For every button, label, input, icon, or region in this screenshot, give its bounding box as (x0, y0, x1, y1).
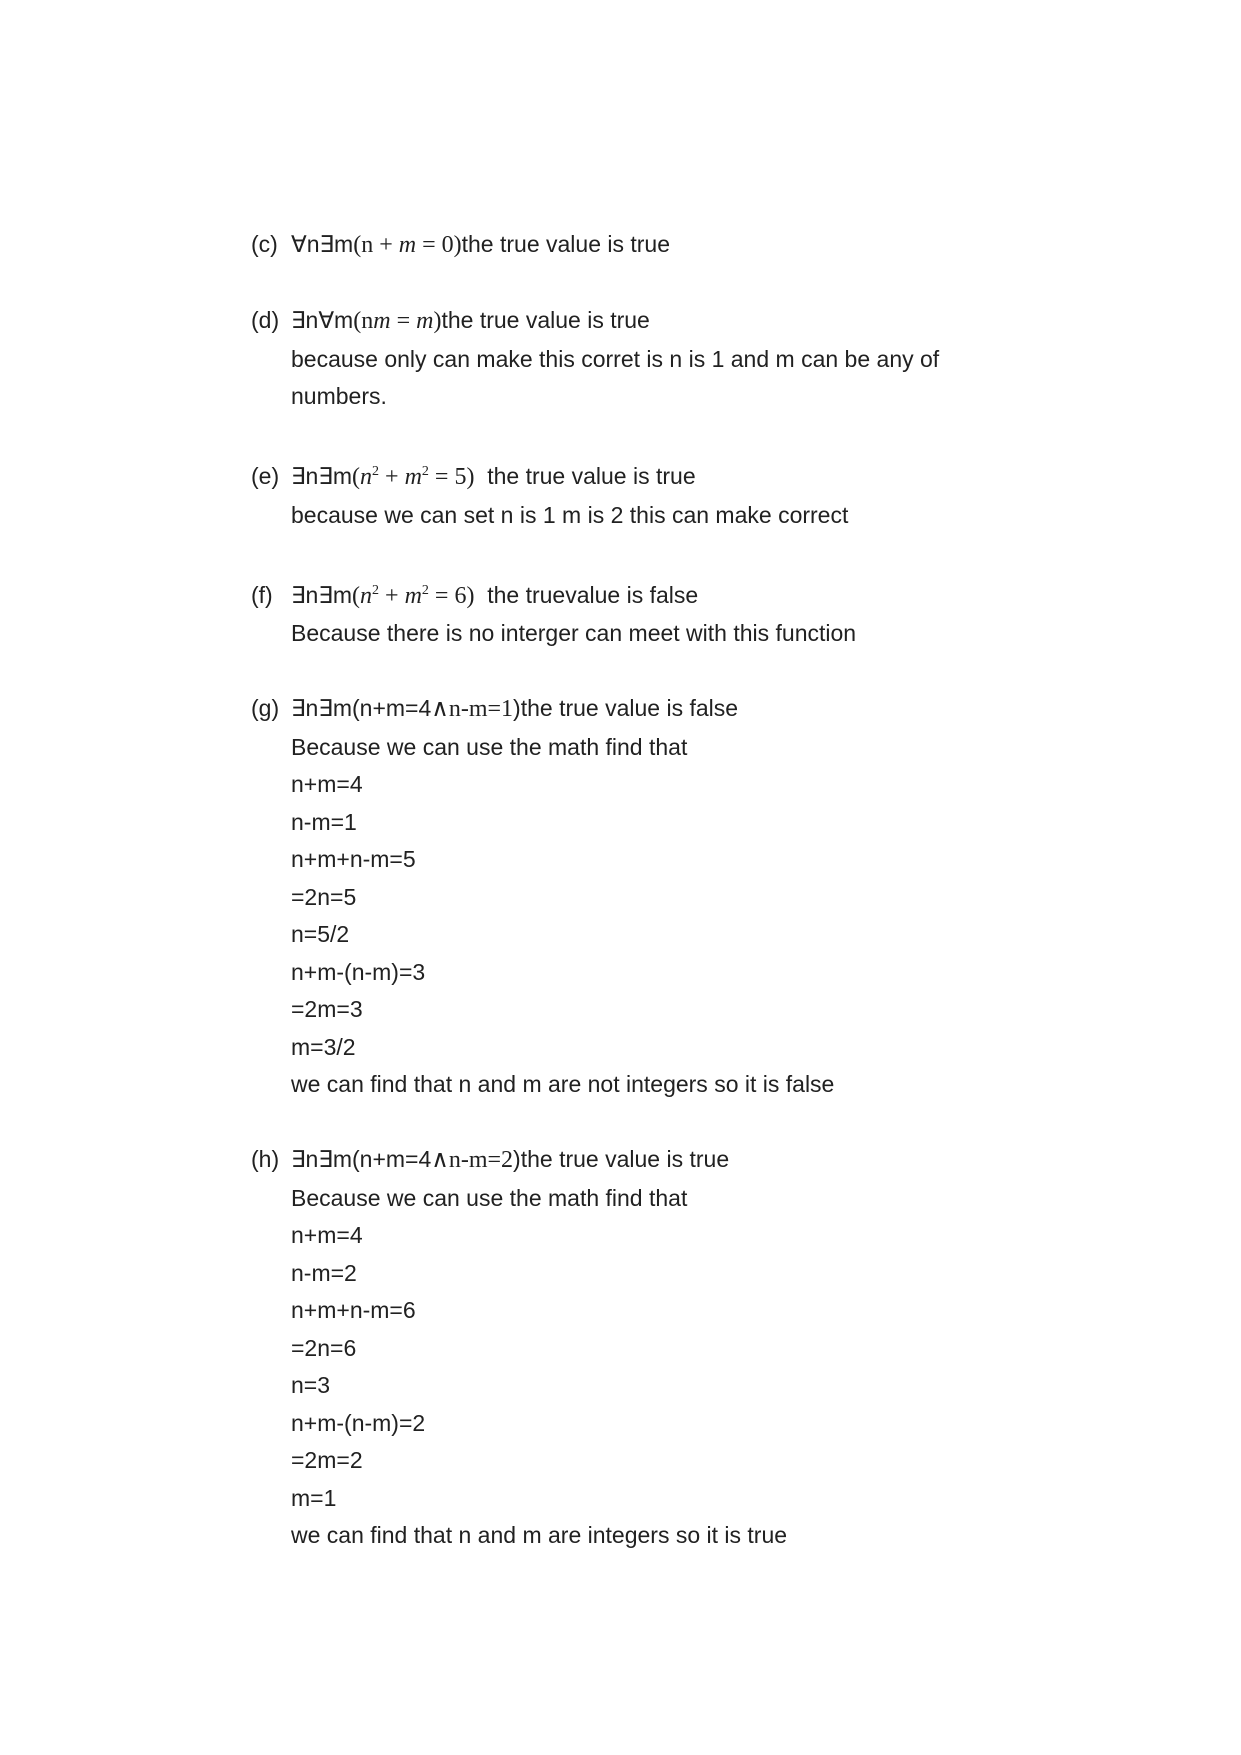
explanation-line: we can find that n and m are integers so it is true (291, 1522, 788, 1548)
truth-value-text: the true value is true (441, 307, 650, 333)
item-label: (g) (251, 695, 280, 721)
explanation (291, 729, 1201, 1104)
answer-item (251, 690, 1201, 1104)
formula-segment: ) (433, 308, 442, 334)
formula-segment: ) (513, 1146, 521, 1172)
item-label: (d) (251, 307, 280, 333)
answer-statement-row (251, 572, 1201, 616)
truth-value-text: the true value is true (474, 463, 696, 489)
formula-segment: = 0) (416, 232, 462, 258)
item-statement (291, 572, 698, 616)
explanation-line: n+m-(n-m)=3 (291, 958, 426, 985)
answer-item (251, 1141, 1201, 1555)
explanation-line: n=5/2 (291, 921, 350, 947)
formula-segment: m (404, 464, 422, 490)
formula (291, 1146, 521, 1172)
formula (291, 582, 474, 608)
explanation-line: m=1 (291, 1484, 337, 1511)
explanation-line: n+m+n-m=6 (291, 1297, 416, 1323)
answer-item (251, 572, 1201, 653)
formula-segment: ) (513, 695, 521, 721)
truth-value-text: the true value is true (520, 1146, 730, 1172)
formula (291, 307, 441, 333)
answer-statement-row (251, 690, 1201, 729)
formula-segment: 2 (372, 582, 380, 598)
answer-item (251, 453, 1201, 534)
formula-segment: ∃n∃m(n+m=4 (291, 1146, 432, 1172)
explanation-line: n=3 (291, 1372, 331, 1398)
explanation-line: n+m=4 (291, 1222, 363, 1248)
formula-segment: ∀n∃m (291, 231, 354, 257)
formula-segment: + (379, 464, 405, 490)
formula-segment: n (360, 464, 373, 490)
formula-segment: m (404, 582, 422, 609)
item-statement (291, 1141, 729, 1180)
explanation-line: =2n=6 (291, 1334, 357, 1361)
item-label: (f) (251, 581, 273, 608)
answer-statement-row (251, 1141, 1201, 1180)
answer-statement-row (251, 302, 1201, 341)
formula-segment: ( (352, 582, 361, 609)
explanation-line: numbers. (291, 383, 387, 409)
explanation (291, 497, 1201, 535)
formula-segment: m (373, 308, 391, 334)
answer-item (251, 302, 1201, 416)
formula-segment: 2 (372, 464, 380, 479)
answer-statement-row (251, 453, 1201, 497)
formula-segment: ∧n-m=2 (431, 1147, 514, 1173)
explanation-line: Because we can use the math find that (291, 1184, 688, 1211)
answer-item (251, 226, 1201, 265)
explanation-line: because we can set n is 1 m is 2 this can make correct (291, 501, 849, 528)
item-statement (291, 226, 670, 265)
item-label: (c) (251, 231, 278, 257)
explanation-line: =2n=5 (291, 883, 357, 910)
explanation (291, 341, 1201, 416)
formula-segment: m (398, 232, 417, 258)
explanation-line: Because we can use the math find that (291, 733, 688, 760)
formula-segment: = (390, 308, 417, 334)
explanation-line: =2m=3 (291, 996, 363, 1022)
formula-segment: ∧n-m=1 (431, 696, 514, 722)
answers-list (251, 226, 1201, 1555)
explanation-line: m=3/2 (291, 1033, 356, 1060)
explanation-line: because only can make this corret is n is 1 and m can be any of (291, 345, 940, 372)
explanation-line: n+m=4 (291, 771, 363, 797)
formula-segment: ( (352, 464, 361, 490)
explanation-line: n+m-(n-m)=2 (291, 1409, 426, 1436)
truth-value-text: the truevalue is false (474, 581, 699, 608)
formula (291, 231, 462, 257)
formula-segment: = 5) (428, 464, 475, 490)
formula-segment: (n (353, 308, 374, 334)
explanation-line: n+m+n-m=5 (291, 846, 416, 872)
explanation-line: we can find that n and m are not integers so it is false (291, 1071, 835, 1097)
item-label: (h) (251, 1146, 280, 1172)
formula-segment: n (360, 582, 373, 609)
formula-segment: = 6) (428, 582, 475, 609)
explanation (291, 615, 1201, 653)
item-statement (291, 453, 696, 497)
formula-segment: ∃n∀m (291, 307, 354, 333)
truth-value-text: the true value is true (461, 231, 671, 257)
formula-segment: ∃n∃m (291, 463, 353, 489)
formula-segment: 2 (421, 582, 429, 598)
item-label: (e) (251, 463, 280, 489)
formula-segment: 2 (421, 464, 429, 479)
explanation-line: n-m=1 (291, 808, 357, 835)
explanation-line: =2m=2 (291, 1447, 363, 1473)
formula (291, 463, 474, 489)
formula-segment: + (379, 582, 405, 609)
formula-segment: m (416, 308, 434, 334)
formula-segment: ∃n∃m (291, 581, 353, 608)
explanation-line: n-m=2 (291, 1259, 357, 1286)
item-statement (291, 302, 650, 341)
formula-segment: ∃n∃m(n+m=4 (291, 695, 432, 721)
truth-value-text: the true value is false (520, 695, 739, 721)
formula-segment: (n + (353, 232, 399, 258)
answer-statement-row (251, 226, 1201, 265)
explanation-line: Because there is no interger can meet with this function (291, 620, 857, 646)
item-statement (291, 690, 738, 729)
formula (291, 695, 521, 721)
explanation (291, 1180, 1201, 1555)
